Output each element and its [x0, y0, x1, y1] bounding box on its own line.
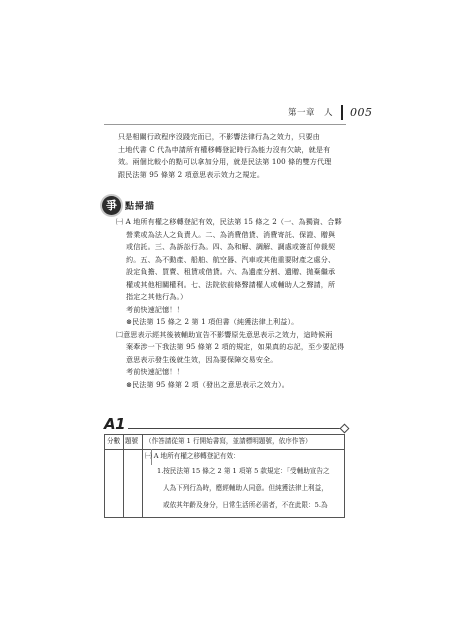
diamond-icon: [340, 424, 350, 434]
answer-line: 或依其年齡及身分，日常生活所必需者，不在此限：5.為: [163, 501, 328, 509]
intro-line: 效。兩個比較小的點可以拿加分用，就是民法第 100 條的雙方代理: [118, 157, 332, 166]
analysis-line: 意思表示發生後就生效，因為要保障交易安全。: [126, 354, 278, 364]
answer-heading-rule: [128, 428, 344, 429]
analysis-line: 營業或為法人之負責人。二、為消費借貸、消費寄託、保證、贈與: [126, 229, 336, 239]
analysis-line: ㈠ A 地所有權之移轉登記有效，民法第 15 條之 2（一、為獨資、合夥: [116, 217, 342, 226]
intro-line: 只是相關行政程序沒踐完而已，不影響法律行為之效力，只要由: [118, 132, 320, 141]
running-header: [288, 104, 373, 120]
header-rule: [104, 124, 346, 125]
column-divider: [142, 435, 143, 517]
instruction-header: （作答請從第 1 行開始書寫，並請標明題號，依序作答）: [145, 437, 312, 445]
analysis-line: 約。五、為不動產、船舶、航空器、汽車或其他重要財產之處分、: [126, 254, 336, 264]
memory-tip: 考前快速記憶！！: [126, 367, 184, 376]
answer-sheet: [104, 434, 345, 518]
analysis-line: ㈡意思表示經其後被輔助宣告不影響原先意思表示之效力，這時候兩: [116, 329, 333, 339]
intro-paragraph: [118, 131, 331, 181]
analysis-line: 指定之其他行為。）: [126, 292, 188, 301]
score-column-header: 分數: [107, 437, 121, 445]
analysis-line: 權或其他相關權利。七、法院依前條聲請權人或輔助人之聲請，所: [126, 279, 336, 289]
number-column-header: 題號: [125, 437, 139, 445]
answer-heading: [104, 415, 350, 433]
analysis-line: 設定負擔、買賣、租賃或借貸。六、為遺產分割、遺贈、拋棄繼承: [126, 267, 336, 276]
statute-reference: ⊗民法第 15 條之 2 第 1 項但書（純獲法律上利益）。: [126, 317, 299, 326]
issue-analysis: [116, 216, 344, 391]
answer-line: 1.按民法第 15 條之 2 第 1 項第 5 款規定：「受輔助宣告之: [157, 467, 330, 475]
answer-line: ㈠ A 地所有權之移轉登記有效：: [145, 452, 240, 460]
intro-line: 跟民法第 95 條第 2 項意思表示效力之規定。: [118, 169, 265, 179]
chapter-title: 第一章 人: [288, 108, 334, 118]
intro-line: 土地代書 C 代為申請所有權移轉登記時行為能力沒有欠缺，就是有: [118, 144, 331, 154]
section-title: 點掃描: [125, 202, 156, 212]
page-number: 005: [350, 105, 373, 119]
issue-badge-icon: 爭: [102, 196, 121, 215]
header-divider: [341, 105, 343, 120]
memory-tip: 考前快速記憶！！: [126, 304, 184, 314]
analysis-line: 案牽涉一下我法第 95 條第 2 項的規定，如果真的忘記，至少要記得: [126, 342, 345, 351]
section-heading: [102, 196, 155, 215]
statute-reference: ⊗民法第 95 條第 2 項（發出之意思表示之效力）。: [126, 379, 289, 389]
answer-line: 人為下列行為時，應經輔助人同意。但純獲法律上利益，: [163, 484, 328, 492]
column-divider: [123, 435, 124, 517]
answer-label: A1: [104, 415, 126, 433]
analysis-line: 或信託。三、為訴訟行為。四、為和解、調解、調處或簽訂仲裁契: [126, 242, 336, 251]
